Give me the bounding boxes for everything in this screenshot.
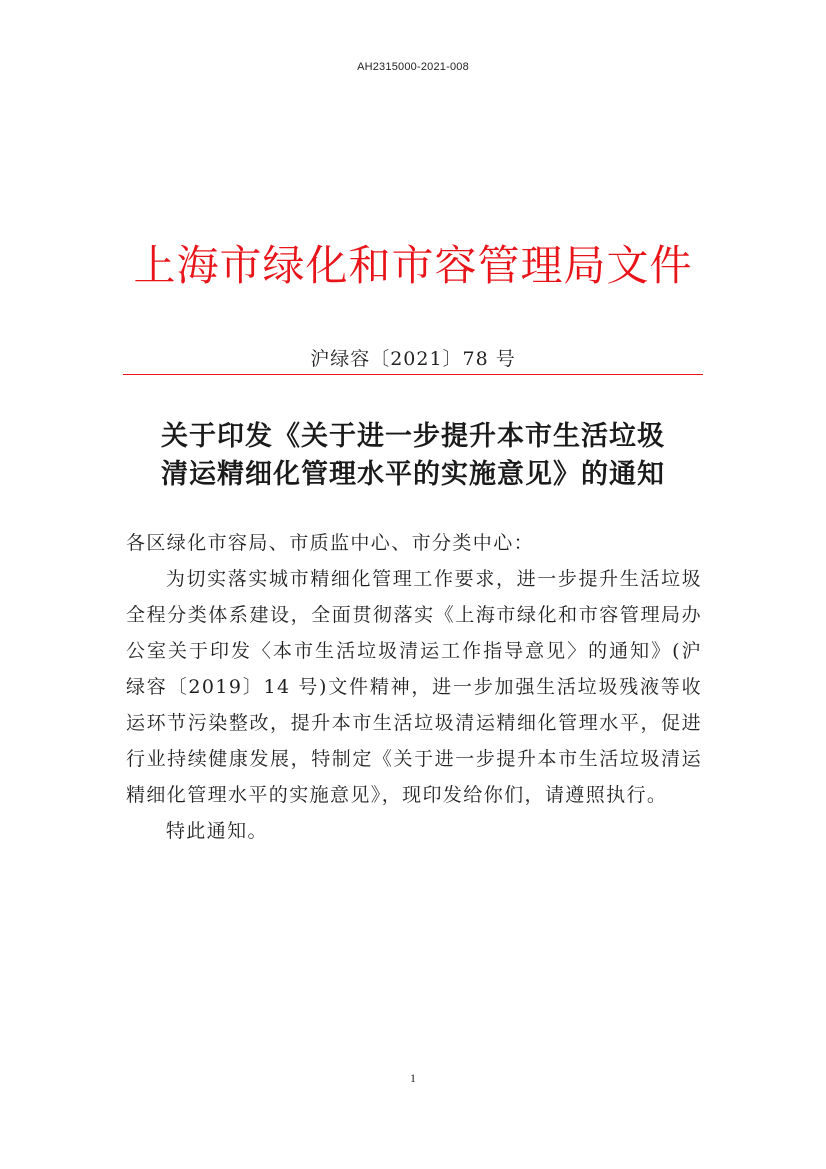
- red-divider-line: [123, 374, 703, 375]
- addressee-line: 各区绿化市容局、市质监中心、市分类中心：: [126, 532, 535, 554]
- page-number: 1: [410, 1071, 416, 1085]
- closing-line: 特此通知。: [165, 820, 268, 842]
- issuer-heading: 上海市绿化和市容管理局文件: [133, 241, 693, 290]
- document-number: 沪绿容〔2021〕78 号: [310, 348, 516, 370]
- document-body: [126, 525, 702, 849]
- document-title: [100, 418, 726, 494]
- body-paragraph: 为切实落实城市精细化管理工作要求，进一步提升生活垃圾全程分类体系建设，全面贯彻落实《上海市绿化和市容管理局办公室关于印发〈本市生活垃圾清运工作指导意见〉的通知》(沪绿容〔2019〕14 号)文件精神，进一步加强生活垃圾残液等收运环节污染整改，提升本市生活垃圾清运精细化管理水平，促进行业持续健康发展，特制定《关于进一步提升本市生活垃圾清运精细化管理水平的实施意见》，现印发给你们，请遵照执行。: [126, 568, 702, 806]
- title-line-2: 清运精细化管理水平的实施意见》的通知: [161, 459, 665, 490]
- document-code: AH2315000-2021-008: [357, 61, 469, 73]
- title-line-1: 关于印发《关于进一步提升本市生活垃圾: [161, 421, 665, 452]
